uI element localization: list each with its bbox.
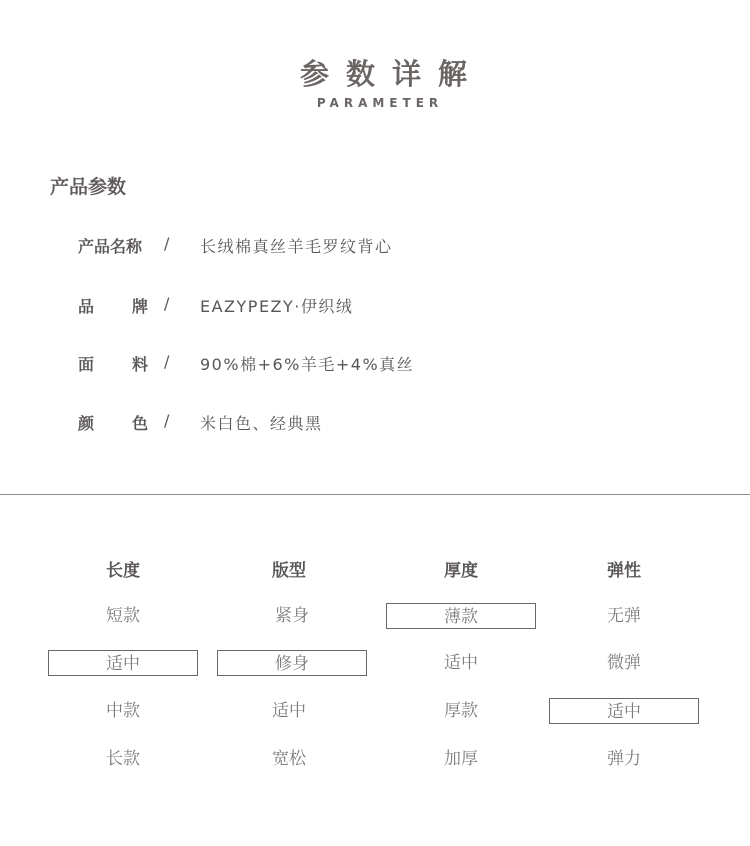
param-row-name [0, 234, 750, 258]
spec-option: 中款 [106, 701, 140, 721]
param-row-brand [0, 294, 750, 318]
spec-option: 长款 [106, 749, 140, 769]
spec-option: 宽松 [272, 749, 306, 769]
spec-option: 紧身 [275, 606, 309, 626]
param-label-char: 料 [132, 355, 149, 374]
param-label-char: 颜 [78, 414, 95, 433]
param-separator: / [164, 352, 170, 371]
spec-option: 微弹 [607, 653, 641, 673]
spec-option-selected: 适中 [48, 650, 198, 676]
param-separator: / [164, 411, 170, 430]
spec-option: 厚款 [444, 701, 478, 721]
section-divider [0, 494, 750, 495]
param-value: 米白色、经典黑 [200, 414, 323, 433]
param-value: EAZYPEZY·伊织绒 [200, 297, 354, 316]
spec-header-thickness: 厚度 [444, 561, 478, 581]
param-value: 90%棉+6%羊毛+4%真丝 [200, 355, 415, 374]
spec-option-selected: 薄款 [386, 603, 536, 629]
param-label: 产品名称 [78, 237, 143, 256]
param-row-color [0, 411, 750, 435]
spec-option: 无弹 [607, 606, 641, 626]
spec-option: 加厚 [444, 749, 478, 769]
param-label-char: 牌 [132, 297, 149, 316]
spec-option: 适中 [444, 653, 478, 673]
param-value: 长绒棉真丝羊毛罗纹背心 [200, 237, 393, 256]
spec-header-fit: 版型 [272, 561, 306, 581]
spec-header-elasticity: 弹性 [607, 561, 641, 581]
param-label-char: 色 [132, 414, 149, 433]
param-label-char: 面 [78, 355, 95, 374]
spec-option: 适中 [272, 701, 306, 721]
section-title: 产品参数 [50, 176, 127, 198]
spec-option-selected: 修身 [217, 650, 367, 676]
param-row-material [0, 352, 750, 376]
page-subtitle: PARAMETER [316, 96, 444, 110]
spec-option: 弹力 [607, 749, 641, 769]
spec-header-length: 长度 [106, 561, 140, 581]
param-label-char: 品 [78, 297, 95, 316]
param-separator: / [164, 234, 170, 253]
spec-option: 短款 [106, 606, 140, 626]
param-separator: / [164, 294, 170, 313]
spec-option-selected: 适中 [549, 698, 699, 724]
page-title: 参数详解 [299, 57, 484, 91]
